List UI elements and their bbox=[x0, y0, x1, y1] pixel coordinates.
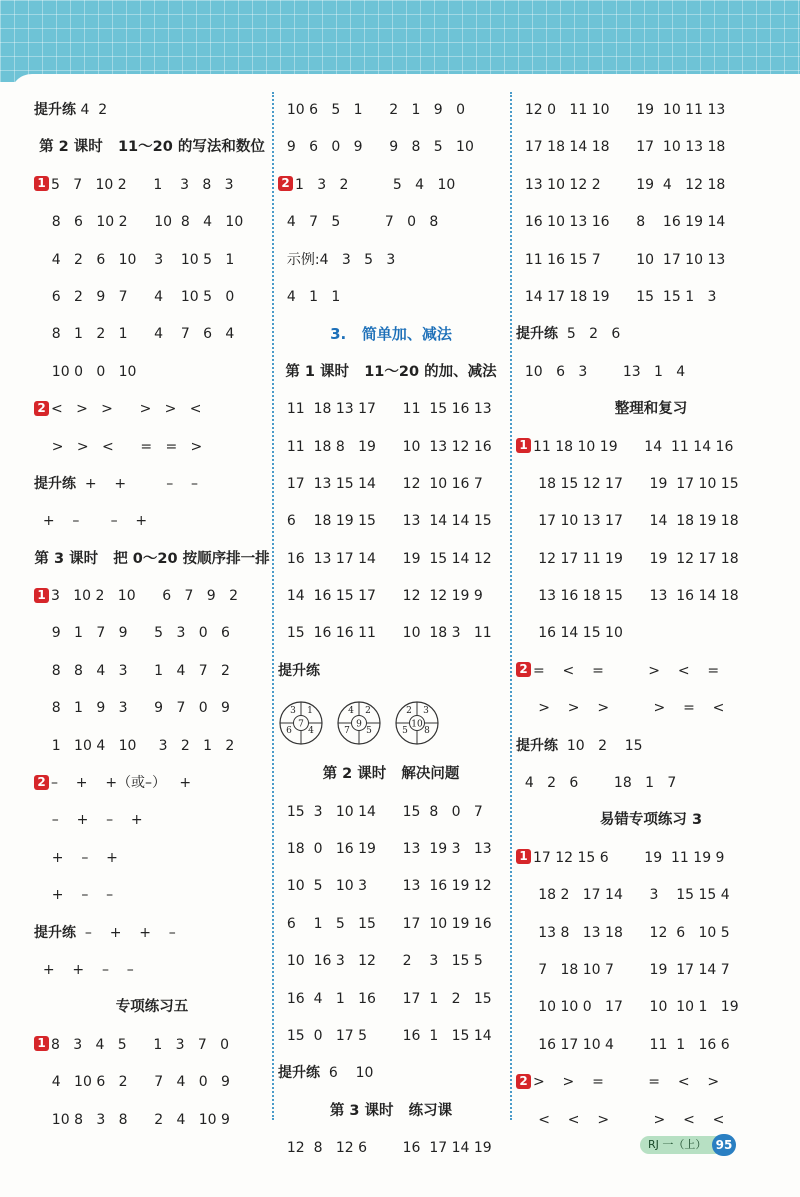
answer-row bbox=[278, 1130, 504, 1167]
answer-text: 15 3 10 14 15 8 0 7 bbox=[278, 803, 483, 820]
answer-text: 16 10 13 16 8 16 19 14 bbox=[516, 214, 726, 231]
answer-text: 18 15 12 17 19 17 10 15 bbox=[516, 475, 739, 492]
question-number-badge: 1 bbox=[34, 1036, 49, 1051]
answer-text: 10 8 3 8 2 4 10 9 bbox=[34, 1111, 230, 1128]
answer-text: + – + bbox=[34, 849, 118, 866]
lesson-heading bbox=[278, 1093, 504, 1130]
circle-number-right: 1 bbox=[307, 706, 313, 717]
answer-row bbox=[278, 981, 504, 1018]
answer-text: 11 18 10 19 14 11 14 16 bbox=[533, 438, 734, 455]
answer-text: 第 3 课时 把 0～20 按顺序排一排 bbox=[34, 550, 270, 567]
answer-text: 16 14 15 10 bbox=[516, 625, 623, 642]
answer-row bbox=[278, 129, 504, 166]
answer-row bbox=[34, 840, 270, 877]
answer-text: 3 10 2 10 6 7 9 2 bbox=[51, 588, 238, 605]
answer-row bbox=[34, 690, 270, 727]
answer-row bbox=[278, 429, 504, 466]
answer-row bbox=[34, 92, 270, 129]
answer-text: 4 2 6 18 1 7 bbox=[516, 775, 677, 792]
answer-text: 16 13 17 14 19 15 14 12 bbox=[278, 550, 492, 567]
answer-text: 12 8 12 6 16 17 14 19 bbox=[278, 1140, 492, 1157]
answer-text: + + – – bbox=[34, 961, 134, 978]
answer-text: 8 3 4 5 1 3 7 0 bbox=[51, 1036, 230, 1053]
section-heading bbox=[278, 316, 504, 353]
answer-text: 整理和复习 bbox=[614, 401, 688, 418]
answer-row bbox=[278, 831, 504, 868]
answer-row bbox=[34, 915, 270, 952]
circle-number-center: 9 bbox=[356, 719, 362, 730]
answer-text: 17 13 15 14 12 10 16 7 bbox=[278, 475, 483, 492]
answer-row bbox=[278, 242, 504, 279]
answer-text: < < > > < < bbox=[516, 1111, 725, 1128]
lesson-heading bbox=[34, 989, 270, 1026]
answer-row bbox=[516, 242, 786, 279]
answer-text: 易错专项练习 3 bbox=[599, 812, 703, 829]
lesson-heading bbox=[516, 802, 786, 839]
answer-row bbox=[516, 316, 786, 353]
practice-label: 提升练 bbox=[516, 326, 558, 343]
lesson-heading bbox=[278, 354, 504, 391]
answer-row bbox=[516, 952, 786, 989]
answer-row bbox=[278, 204, 504, 241]
answer-text: 11 16 15 7 10 17 10 13 bbox=[516, 251, 726, 268]
circle-puzzle-row bbox=[278, 690, 504, 756]
answer-row bbox=[278, 794, 504, 831]
answer-row bbox=[34, 316, 270, 353]
answer-row bbox=[34, 466, 270, 503]
circle-number-top: 4 bbox=[348, 706, 354, 717]
answer-row bbox=[34, 167, 270, 204]
answer-text: 9 6 0 9 9 8 5 10 bbox=[278, 139, 474, 156]
answer-text: 15 16 16 11 10 18 3 11 bbox=[278, 625, 492, 642]
answer-text: 13 8 13 18 12 6 10 5 bbox=[516, 924, 730, 941]
answer-text: 6 10 bbox=[320, 1065, 374, 1082]
answer-text: 5 7 10 2 1 3 8 3 bbox=[51, 176, 234, 193]
circle-number-right: 2 bbox=[365, 706, 371, 717]
answer-text: 5 2 6 bbox=[558, 326, 621, 343]
answer-row bbox=[34, 1027, 270, 1064]
answer-row bbox=[516, 167, 786, 204]
answer-row bbox=[34, 503, 270, 540]
answer-row bbox=[34, 952, 270, 989]
answer-row bbox=[516, 129, 786, 166]
practice-label: 提升练 bbox=[34, 475, 76, 492]
practice-label: 提升练 bbox=[278, 1065, 320, 1082]
answer-text: 1 10 4 10 3 2 1 2 bbox=[34, 737, 235, 754]
answer-text: 10 6 5 1 2 1 9 0 bbox=[278, 102, 465, 118]
answer-row bbox=[516, 578, 786, 615]
answer-text: > > = = < > bbox=[533, 1074, 720, 1091]
answer-row bbox=[516, 92, 786, 129]
circle-number-center: 7 bbox=[298, 719, 304, 730]
answer-text: 4 2 bbox=[76, 102, 108, 118]
answer-row bbox=[516, 653, 786, 690]
answer-row bbox=[516, 279, 786, 316]
answer-text: + – – bbox=[34, 887, 114, 904]
answer-text: 18 2 17 14 3 15 15 4 bbox=[516, 887, 730, 904]
circle-number-left: 7 bbox=[344, 726, 350, 737]
answer-text: 10 10 0 17 10 10 1 19 bbox=[516, 999, 739, 1016]
header-grid-band bbox=[0, 0, 800, 82]
answer-row bbox=[516, 728, 786, 765]
answer-row bbox=[516, 1027, 786, 1064]
answer-row bbox=[516, 466, 786, 503]
practice-label: 提升练 bbox=[516, 737, 558, 754]
answer-text: – + – + bbox=[34, 812, 143, 829]
answer-text: 11 18 8 19 10 13 12 16 bbox=[278, 438, 492, 455]
answer-text: 7 18 10 7 19 17 14 7 bbox=[516, 961, 730, 978]
practice-label: 提升练 bbox=[34, 924, 76, 941]
answer-text: 13 10 12 2 19 4 12 18 bbox=[516, 176, 726, 193]
answer-row bbox=[278, 1018, 504, 1055]
answer-row bbox=[516, 690, 786, 727]
answer-row bbox=[278, 1055, 504, 1092]
answer-row bbox=[278, 167, 504, 204]
answer-text: + + – – bbox=[76, 475, 199, 492]
number-circle-figure bbox=[336, 700, 382, 746]
answer-row bbox=[516, 541, 786, 578]
page-number: 95 bbox=[712, 1134, 736, 1156]
answer-row bbox=[278, 906, 504, 943]
question-number-badge: 2 bbox=[34, 401, 49, 416]
answer-row bbox=[278, 503, 504, 540]
answer-row bbox=[516, 915, 786, 952]
answer-text: 14 17 18 19 15 15 1 3 bbox=[516, 288, 717, 305]
answer-text: 17 18 14 18 17 10 13 18 bbox=[516, 139, 726, 156]
answer-text: 6 1 5 15 17 10 19 16 bbox=[278, 915, 492, 932]
answer-row bbox=[516, 765, 786, 802]
answer-row bbox=[34, 615, 270, 652]
answer-row bbox=[516, 615, 786, 652]
answer-text: 示例:4 3 5 3 bbox=[278, 251, 396, 268]
lesson-heading bbox=[278, 756, 504, 793]
column-left bbox=[34, 92, 270, 1139]
answer-row bbox=[278, 466, 504, 503]
answer-row bbox=[34, 728, 270, 765]
answer-row bbox=[34, 578, 270, 615]
circle-number-top: 2 bbox=[406, 706, 412, 717]
question-number-badge: 2 bbox=[278, 176, 293, 191]
answer-text: 17 12 15 6 19 11 19 9 bbox=[533, 849, 725, 866]
answer-row bbox=[278, 943, 504, 980]
grade-tag: RJ 一（上） bbox=[640, 1136, 718, 1154]
answer-text: 1 3 2 5 4 10 bbox=[295, 176, 456, 193]
lesson-heading bbox=[34, 129, 270, 166]
answer-text: 10 2 15 bbox=[558, 737, 643, 754]
answer-row bbox=[34, 802, 270, 839]
answer-text: 14 16 15 17 12 12 19 9 bbox=[278, 588, 483, 605]
column-middle bbox=[278, 92, 504, 1168]
answer-row bbox=[278, 868, 504, 905]
answer-row bbox=[516, 1102, 786, 1139]
answer-row bbox=[516, 429, 786, 466]
answer-text: = < = > < = bbox=[533, 662, 720, 679]
circle-number-left: 6 bbox=[286, 726, 292, 737]
answer-text: 13 16 18 15 13 16 14 18 bbox=[516, 588, 739, 605]
answer-text: 第 1 课时 11～20 的加、减法 bbox=[285, 363, 497, 380]
answer-text: 6 2 9 7 4 10 5 0 bbox=[34, 288, 235, 305]
answer-text: 12 17 11 19 19 12 17 18 bbox=[516, 550, 739, 567]
answer-text: 第 2 课时 解决问题 bbox=[322, 766, 460, 783]
answer-text: 3. 简单加、减法 bbox=[330, 325, 452, 344]
number-circle-figure bbox=[394, 700, 440, 746]
answer-row bbox=[516, 877, 786, 914]
answer-row bbox=[278, 615, 504, 652]
answer-row bbox=[34, 765, 270, 802]
answer-row bbox=[34, 279, 270, 316]
column-divider bbox=[510, 92, 512, 1120]
circle-number-right: 3 bbox=[423, 706, 429, 717]
answer-row bbox=[516, 503, 786, 540]
question-number-badge: 1 bbox=[516, 438, 531, 453]
lesson-heading bbox=[34, 541, 270, 578]
answer-row bbox=[516, 989, 786, 1026]
circle-number-center: 10 bbox=[411, 719, 423, 730]
answer-row bbox=[278, 578, 504, 615]
question-number-badge: 1 bbox=[34, 588, 49, 603]
answer-row bbox=[34, 429, 270, 466]
answer-text: 4 7 5 7 0 8 bbox=[278, 214, 439, 231]
circle-number-bottom: 5 bbox=[366, 726, 372, 737]
answer-row bbox=[34, 877, 270, 914]
answer-text: > > > > = < bbox=[516, 700, 725, 717]
answer-text: 10 0 0 10 bbox=[34, 363, 137, 380]
answer-text: 12 0 11 10 19 10 11 13 bbox=[516, 102, 726, 118]
question-number-badge: 2 bbox=[516, 662, 531, 677]
circle-number-top: 3 bbox=[290, 706, 296, 717]
answer-row bbox=[34, 354, 270, 391]
answer-row bbox=[34, 653, 270, 690]
answer-text: 10 5 10 3 13 16 19 12 bbox=[278, 878, 492, 895]
answer-row bbox=[34, 391, 270, 428]
lesson-heading bbox=[516, 391, 786, 428]
answer-row bbox=[516, 204, 786, 241]
answer-text: 16 4 1 16 17 1 2 15 bbox=[278, 990, 492, 1007]
answer-text: 专项练习五 bbox=[115, 999, 189, 1016]
circle-number-left: 5 bbox=[402, 726, 408, 737]
circle-number-bottom: 4 bbox=[308, 726, 314, 737]
answer-text: 18 0 16 19 13 19 3 13 bbox=[278, 841, 492, 858]
question-number-badge: 2 bbox=[34, 775, 49, 790]
answer-row bbox=[278, 279, 504, 316]
column-divider bbox=[272, 92, 274, 1120]
answer-text: 9 1 7 9 5 3 0 6 bbox=[34, 625, 230, 642]
answer-row bbox=[516, 840, 786, 877]
answer-text: + – – + bbox=[34, 513, 148, 530]
answer-text: > > < = = > bbox=[34, 438, 203, 455]
answer-text: 第 3 课时 练习课 bbox=[329, 1102, 453, 1119]
question-number-badge: 1 bbox=[516, 849, 531, 864]
answer-text: 8 8 4 3 1 4 7 2 bbox=[34, 662, 230, 679]
practice-label: 提升练 bbox=[34, 102, 76, 118]
answer-text: 8 6 10 2 10 8 4 10 bbox=[34, 214, 244, 231]
answer-text: 16 17 10 4 11 1 16 6 bbox=[516, 1036, 730, 1053]
answer-row bbox=[34, 242, 270, 279]
practice-label: 提升练 bbox=[278, 662, 320, 679]
question-number-badge: 2 bbox=[516, 1074, 531, 1089]
answer-text: 10 6 3 13 1 4 bbox=[516, 363, 686, 380]
answer-row bbox=[278, 92, 504, 129]
answer-row bbox=[34, 204, 270, 241]
answer-text: 8 1 2 1 4 7 6 4 bbox=[34, 326, 235, 343]
answer-row bbox=[278, 391, 504, 428]
answer-text: < > > > > < bbox=[51, 401, 202, 418]
answer-row bbox=[34, 1102, 270, 1139]
answer-text: 11 18 13 17 11 15 16 13 bbox=[278, 401, 492, 418]
answer-text: 8 1 9 3 9 7 0 9 bbox=[34, 700, 230, 717]
number-circle-figure bbox=[278, 700, 324, 746]
answer-text: 4 2 6 10 3 10 5 1 bbox=[34, 251, 235, 268]
answer-text: 6 18 19 15 13 14 14 15 bbox=[278, 513, 492, 530]
answer-text: 10 16 3 12 2 3 15 5 bbox=[278, 953, 483, 970]
answer-row bbox=[516, 354, 786, 391]
answer-row bbox=[278, 653, 504, 690]
question-number-badge: 1 bbox=[34, 176, 49, 191]
column-right bbox=[516, 92, 786, 1139]
circle-number-bottom: 8 bbox=[424, 726, 430, 737]
answer-text: – + +（或–） + bbox=[51, 775, 192, 792]
answer-text: – + + – bbox=[76, 924, 176, 941]
answer-text: 17 10 13 17 14 18 19 18 bbox=[516, 513, 739, 530]
answer-row bbox=[278, 541, 504, 578]
answer-text: 15 0 17 5 16 1 15 14 bbox=[278, 1027, 492, 1044]
answer-text: 4 1 1 bbox=[278, 288, 341, 305]
answer-text: 4 10 6 2 7 4 0 9 bbox=[34, 1074, 230, 1091]
answer-text: 第 2 课时 11～20 的写法和数位 bbox=[39, 139, 265, 156]
answer-row bbox=[34, 1064, 270, 1101]
answer-row bbox=[516, 1064, 786, 1101]
